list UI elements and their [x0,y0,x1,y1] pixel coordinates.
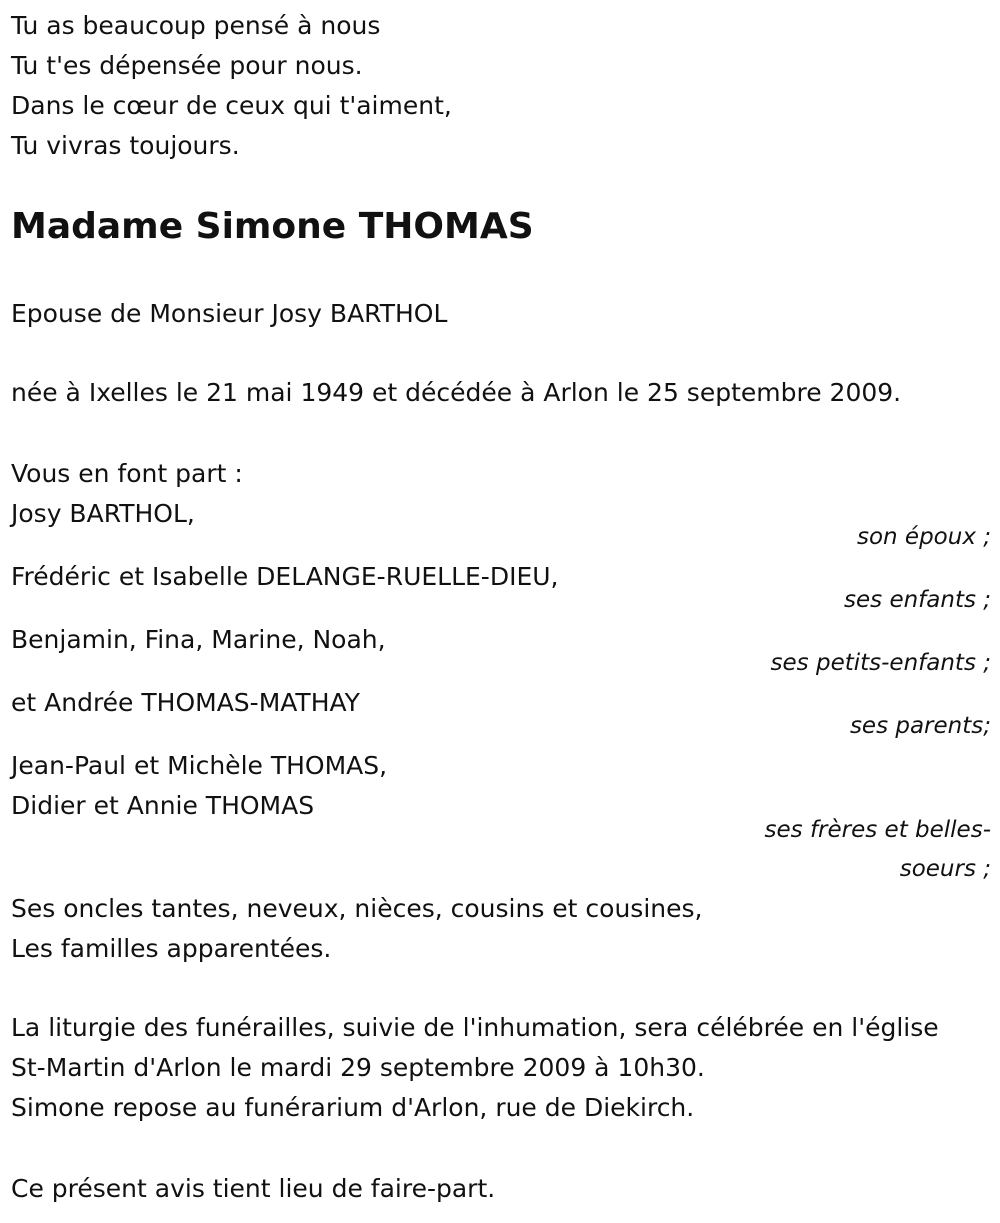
poem-line: Dans le cœur de ceux qui t'aiment, [11,91,452,120]
birth-death-line: née à Ixelles le 21 mai 1949 et décédée à Arlon le 25 septembre 2009. [11,378,902,407]
parents-relation: ses parents; [849,713,991,739]
spouse-name: Josy BARTHOL, [11,499,195,528]
announcement-intro: Vous en font part : [11,459,243,488]
extended-family-line: Les familles apparentées. [11,934,332,963]
grandchildren-names: Benjamin, Fina, Marine, Noah, [11,625,386,654]
children-relation: ses enfants ; [844,587,991,613]
children-names: Frédéric et Isabelle DELANGE-RUELLE-DIEU, [11,562,559,591]
spouse-relation: son époux ; [856,524,991,550]
extended-family-line: Ses oncles tantes, neveux, nièces, cousins et cousines, [11,894,703,923]
poem-line: Tu as beaucoup pensé à nous [11,11,381,40]
siblings-relation: ses frères et belles- [764,817,991,843]
poem-line: Tu vivras toujours. [11,131,240,160]
grandchildren-relation: ses petits-enfants ; [770,650,991,676]
closing-line: Ce présent avis tient lieu de faire-part. [11,1174,496,1203]
siblings-names: Didier et Annie THOMAS [11,791,315,820]
poem-line: Tu t'es dépensée pour nous. [11,51,363,80]
deceased-name: Madame Simone THOMAS [11,206,534,247]
parents-names: et Andrée THOMAS-MATHAY [11,688,360,717]
ceremony-line: Simone repose au funérarium d'Arlon, rue de Diekirch. [11,1093,695,1122]
ceremony-line: La liturgie des funérailles, suivie de l'inhumation, sera célébrée en l'église [11,1013,939,1042]
ceremony-line: St-Martin d'Arlon le mardi 29 septembre 2009 à 10h30. [11,1053,705,1082]
spouse-line: Epouse de Monsieur Josy BARTHOL [11,299,448,328]
siblings-names: Jean-Paul et Michèle THOMAS, [11,751,388,780]
siblings-relation: soeurs ; [899,856,991,882]
